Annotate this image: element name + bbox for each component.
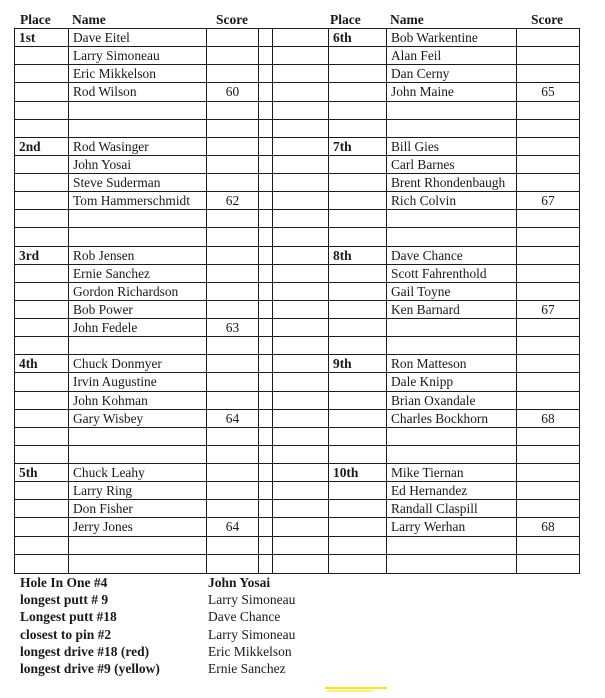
grid-cell-score-right [517,210,579,228]
grid-cell-score-right [517,392,579,410]
grid-spacer-cell [259,228,273,246]
grid-cell-score-right [517,228,579,246]
grid-cell-place-left [15,192,69,210]
grid-cell-place-left [15,102,69,120]
award-winner: John Yosai [208,574,271,590]
grid-cell-score-left: 64 [207,410,259,428]
grid-spacer-cell [259,355,273,373]
grid-cell-score-left [207,337,259,355]
grid-cell-score-right [517,555,579,573]
grid-cell-place-right [329,120,387,138]
grid-cell-place-left [15,83,69,101]
grid-spacer-cell [273,156,329,174]
column-header-place-right: Place [330,12,361,27]
grid-spacer-cell [259,319,273,337]
grid-cell-score-left [207,537,259,555]
grid-cell-name-right [387,537,517,555]
grid-cell-score-right [517,482,579,500]
grid-cell-place-right [329,337,387,355]
grid-cell-name-right: John Maine [387,83,517,101]
grid-cell-score-left [207,120,259,138]
grid-cell-name-left [69,228,207,246]
grid-cell-name-right [387,210,517,228]
awards-section [20,574,295,678]
grid-cell-place-left: 3rd [15,247,69,265]
grid-cell-place-right [329,102,387,120]
award-row [20,609,295,626]
grid-cell-name-left: Chuck Donmyer [69,355,207,373]
grid-cell-place-left [15,410,69,428]
grid-cell-place-left [15,47,69,65]
grid-cell-place-right [329,500,387,518]
grid-cell-place-right: 6th [329,29,387,47]
grid-cell-place-right [329,518,387,536]
grid-spacer-cell [259,102,273,120]
grid-spacer-cell [259,464,273,482]
grid-cell-name-right: Randall Claspill [387,500,517,518]
grid-spacer-cell [273,301,329,319]
grid-cell-place-left [15,428,69,446]
grid-cell-score-left [207,355,259,373]
column-header-place-left: Place [20,12,51,27]
grid-cell-place-left [15,301,69,319]
grid-spacer-cell [273,65,329,83]
grid-spacer-cell [259,29,273,47]
grid-spacer-cell [259,500,273,518]
grid-cell-name-left: Gordon Richardson [69,283,207,301]
award-winner: Ernie Sanchez [208,661,286,677]
grid-cell-place-right [329,392,387,410]
grid-spacer-cell [273,228,329,246]
grid-cell-name-left [69,210,207,228]
grid-cell-name-right: Carl Barnes [387,156,517,174]
grid-cell-name-right: Rich Colvin [387,192,517,210]
grid-cell-place-right [329,265,387,283]
grid-cell-name-left: Rob Jensen [69,247,207,265]
grid-cell-score-left [207,228,259,246]
grid-spacer-cell [259,247,273,265]
grid-cell-name-right: Dan Cerny [387,65,517,83]
grid-cell-score-left [207,210,259,228]
award-row [20,591,295,608]
grid-spacer-cell [259,283,273,301]
grid-cell-place-right [329,482,387,500]
grid-cell-place-left [15,283,69,301]
grid-spacer-cell [259,83,273,101]
grid-cell-score-right [517,500,579,518]
grid-spacer-cell [273,102,329,120]
grid-spacer-cell [273,482,329,500]
grid-cell-name-right: Scott Fahrenthold [387,265,517,283]
grid-cell-name-left: Rod Wilson [69,83,207,101]
grid-cell-name-right [387,319,517,337]
grid-cell-name-left [69,446,207,464]
grid-cell-score-right: 67 [517,192,579,210]
grid-cell-place-left [15,265,69,283]
grid-cell-place-right [329,65,387,83]
award-winner: Dave Chance [208,609,281,625]
grid-spacer-cell [259,428,273,446]
grid-cell-name-left: Chuck Leahy [69,464,207,482]
grid-cell-name-left: Gary Wisbey [69,410,207,428]
grid-cell-score-right [517,373,579,391]
grid-cell-score-left [207,174,259,192]
grid-cell-place-left [15,446,69,464]
grid-cell-name-right: Dave Chance [387,247,517,265]
grid-cell-place-left [15,392,69,410]
grid-cell-score-left [207,102,259,120]
grid-cell-score-left [207,464,259,482]
grid-cell-name-left: Don Fisher [69,500,207,518]
grid-spacer-cell [259,174,273,192]
grid-cell-score-left [207,156,259,174]
grid-cell-score-left [207,138,259,156]
grid-cell-name-right [387,555,517,573]
grid-cell-name-right: Charles Bockhorn [387,410,517,428]
grid-cell-name-right: Alan Feil [387,47,517,65]
grid-cell-name-right: Bob Warkentine [387,29,517,47]
grid-spacer-cell [259,120,273,138]
grid-cell-name-left: Dave Eitel [69,29,207,47]
grid-cell-score-right [517,102,579,120]
grid-spacer-cell [259,337,273,355]
grid-spacer-cell [273,337,329,355]
grid-cell-name-left: Rod Wasinger [69,138,207,156]
grid-spacer-cell [273,355,329,373]
grid-spacer-cell [273,210,329,228]
grid-cell-place-right: 8th [329,247,387,265]
grid-spacer-cell [273,555,329,573]
grid-cell-place-left [15,120,69,138]
grid-cell-score-right: 65 [517,83,579,101]
grid-spacer-cell [273,464,329,482]
grid-spacer-cell [259,373,273,391]
grid-spacer-cell [273,319,329,337]
grid-spacer-cell [273,537,329,555]
highlighter-stroke [327,690,373,692]
grid-cell-name-left: Eric Mikkelson [69,65,207,83]
grid-cell-score-right: 67 [517,301,579,319]
grid-cell-name-left [69,337,207,355]
grid-cell-place-left: 1st [15,29,69,47]
grid-cell-score-right [517,138,579,156]
award-label: Longest putt #18 [20,609,117,625]
grid-cell-name-left: Larry Simoneau [69,47,207,65]
grid-cell-name-right [387,337,517,355]
grid-cell-name-left [69,102,207,120]
grid-cell-score-right [517,355,579,373]
grid-cell-place-left: 5th [15,464,69,482]
grid-cell-place-right [329,156,387,174]
award-winner: Larry Simoneau [208,591,296,607]
grid-cell-score-right [517,337,579,355]
grid-cell-score-right [517,120,579,138]
grid-cell-score-right [517,446,579,464]
award-winner: Eric Mikkelson [208,643,292,659]
award-label: closest to pin #2 [20,626,112,642]
column-header-score-left: Score [216,12,248,27]
grid-cell-place-left [15,537,69,555]
grid-cell-score-left: 64 [207,518,259,536]
grid-cell-name-right: Bill Gies [387,138,517,156]
grid-cell-score-left [207,283,259,301]
grid-spacer-cell [259,192,273,210]
grid-cell-name-left: Larry Ring [69,482,207,500]
grid-spacer-cell [273,428,329,446]
grid-spacer-cell [259,265,273,283]
grid-cell-name-left: Tom Hammerschmidt [69,192,207,210]
grid-cell-score-left [207,265,259,283]
grid-cell-score-left [207,482,259,500]
grid-cell-name-left: John Kohman [69,392,207,410]
grid-cell-name-left: Ernie Sanchez [69,265,207,283]
grid-cell-place-left [15,500,69,518]
grid-cell-place-right [329,83,387,101]
grid-cell-score-left [207,373,259,391]
grid-cell-place-right [329,555,387,573]
grid-cell-place-right [329,174,387,192]
grid-cell-name-right: Ken Barnard [387,301,517,319]
grid-cell-place-right [329,537,387,555]
grid-spacer-cell [273,283,329,301]
grid-spacer-cell [273,392,329,410]
column-header-name-right: Name [390,12,424,27]
grid-spacer-cell [259,392,273,410]
grid-cell-score-left: 60 [207,83,259,101]
grid-cell-score-right [517,428,579,446]
grid-cell-place-right [329,47,387,65]
grid-cell-place-left [15,65,69,83]
grid-cell-place-right [329,228,387,246]
grid-spacer-cell [273,120,329,138]
grid-cell-place-left [15,319,69,337]
award-label: longest drive #9 (yellow) [20,661,160,677]
grid-cell-score-right [517,65,579,83]
grid-spacer-cell [273,83,329,101]
grid-cell-score-left [207,555,259,573]
column-header-name-left: Name [72,12,106,27]
grid-cell-score-left [207,500,259,518]
grid-spacer-cell [273,192,329,210]
grid-cell-name-right: Dale Knipp [387,373,517,391]
grid-spacer-cell [273,47,329,65]
grid-cell-name-right [387,428,517,446]
grid-cell-name-right: Larry Werhan [387,518,517,536]
award-label: Hole In One #4 [20,574,108,590]
grid-spacer-cell [259,47,273,65]
grid-spacer-cell [259,518,273,536]
grid-cell-name-left [69,428,207,446]
grid-spacer-cell [259,555,273,573]
grid-cell-score-left [207,247,259,265]
grid-cell-score-left [207,29,259,47]
grid-cell-score-left: 62 [207,192,259,210]
grid-cell-score-right [517,156,579,174]
grid-cell-place-right [329,283,387,301]
grid-cell-score-left [207,446,259,464]
grid-cell-name-left: Bob Power [69,301,207,319]
award-winner: Larry Simoneau [208,626,296,642]
grid-cell-name-left: Jerry Jones [69,518,207,536]
grid-cell-name-right: Ed Hernandez [387,482,517,500]
grid-spacer-cell [259,156,273,174]
grid-spacer-cell [273,29,329,47]
grid-cell-place-left [15,228,69,246]
grid-cell-place-right [329,373,387,391]
grid-cell-name-left: John Fedele [69,319,207,337]
grid-cell-score-right [517,464,579,482]
award-row [20,626,295,643]
grid-spacer-cell [259,138,273,156]
grid-cell-score-left [207,65,259,83]
grid-cell-name-right: Brian Oxandale [387,392,517,410]
grid-cell-score-left [207,47,259,65]
grid-cell-place-left [15,482,69,500]
grid-cell-place-left [15,373,69,391]
grid-cell-score-right: 68 [517,410,579,428]
grid-cell-score-left [207,301,259,319]
results-grid [14,28,580,574]
grid-cell-place-right [329,210,387,228]
grid-cell-score-right [517,29,579,47]
column-header-score-right: Score [531,12,563,27]
grid-spacer-cell [273,174,329,192]
grid-cell-name-left: John Yosai [69,156,207,174]
highlighter-mark [325,686,389,694]
grid-spacer-cell [273,446,329,464]
grid-cell-place-right: 9th [329,355,387,373]
grid-cell-score-right [517,47,579,65]
grid-spacer-cell [259,537,273,555]
award-row [20,574,295,591]
grid-cell-name-right: Gail Toyne [387,283,517,301]
grid-cell-name-left [69,537,207,555]
grid-cell-score-left: 63 [207,319,259,337]
grid-cell-place-left [15,156,69,174]
grid-cell-name-left [69,120,207,138]
grid-cell-score-right [517,265,579,283]
grid-spacer-cell [273,373,329,391]
grid-cell-place-right [329,410,387,428]
grid-cell-place-left [15,210,69,228]
grid-cell-place-right [329,428,387,446]
grid-cell-place-right [329,319,387,337]
grid-cell-place-left: 4th [15,355,69,373]
grid-cell-name-right [387,446,517,464]
grid-cell-name-right: Mike Tiernan [387,464,517,482]
grid-cell-name-right [387,120,517,138]
grid-spacer-cell [259,482,273,500]
grid-cell-place-right [329,446,387,464]
grid-spacer-cell [259,301,273,319]
grid-spacer-cell [259,410,273,428]
grid-spacer-cell [273,138,329,156]
grid-spacer-cell [259,210,273,228]
grid-cell-name-right: Brent Rhondenbaugh [387,174,517,192]
grid-cell-score-left [207,428,259,446]
grid-cell-name-left: Irvin Augustine [69,373,207,391]
grid-cell-place-right: 7th [329,138,387,156]
grid-cell-score-right [517,319,579,337]
grid-cell-score-right [517,174,579,192]
grid-cell-score-right [517,247,579,265]
grid-spacer-cell [259,446,273,464]
grid-spacer-cell [259,65,273,83]
award-row [20,643,295,660]
grid-cell-name-right [387,102,517,120]
grid-cell-score-right [517,537,579,555]
grid-cell-score-right [517,283,579,301]
grid-cell-place-left [15,555,69,573]
grid-spacer-cell [273,518,329,536]
grid-spacer-cell [273,265,329,283]
grid-cell-name-left: Steve Suderman [69,174,207,192]
grid-cell-place-left [15,337,69,355]
award-label: longest putt # 9 [20,591,109,607]
grid-spacer-cell [273,410,329,428]
award-label: longest drive #18 (red) [20,643,150,659]
grid-cell-score-left [207,392,259,410]
grid-cell-place-right: 10th [329,464,387,482]
grid-cell-score-right: 68 [517,518,579,536]
grid-cell-place-right [329,192,387,210]
grid-cell-place-left [15,174,69,192]
grid-cell-name-left [69,555,207,573]
grid-cell-place-left: 2nd [15,138,69,156]
grid-cell-name-right [387,228,517,246]
grid-cell-place-right [329,301,387,319]
grid-cell-name-right: Ron Matteson [387,355,517,373]
grid-spacer-cell [273,500,329,518]
grid-spacer-cell [273,247,329,265]
highlighter-stroke [325,687,387,689]
award-row [20,660,295,677]
grid-cell-place-left [15,518,69,536]
